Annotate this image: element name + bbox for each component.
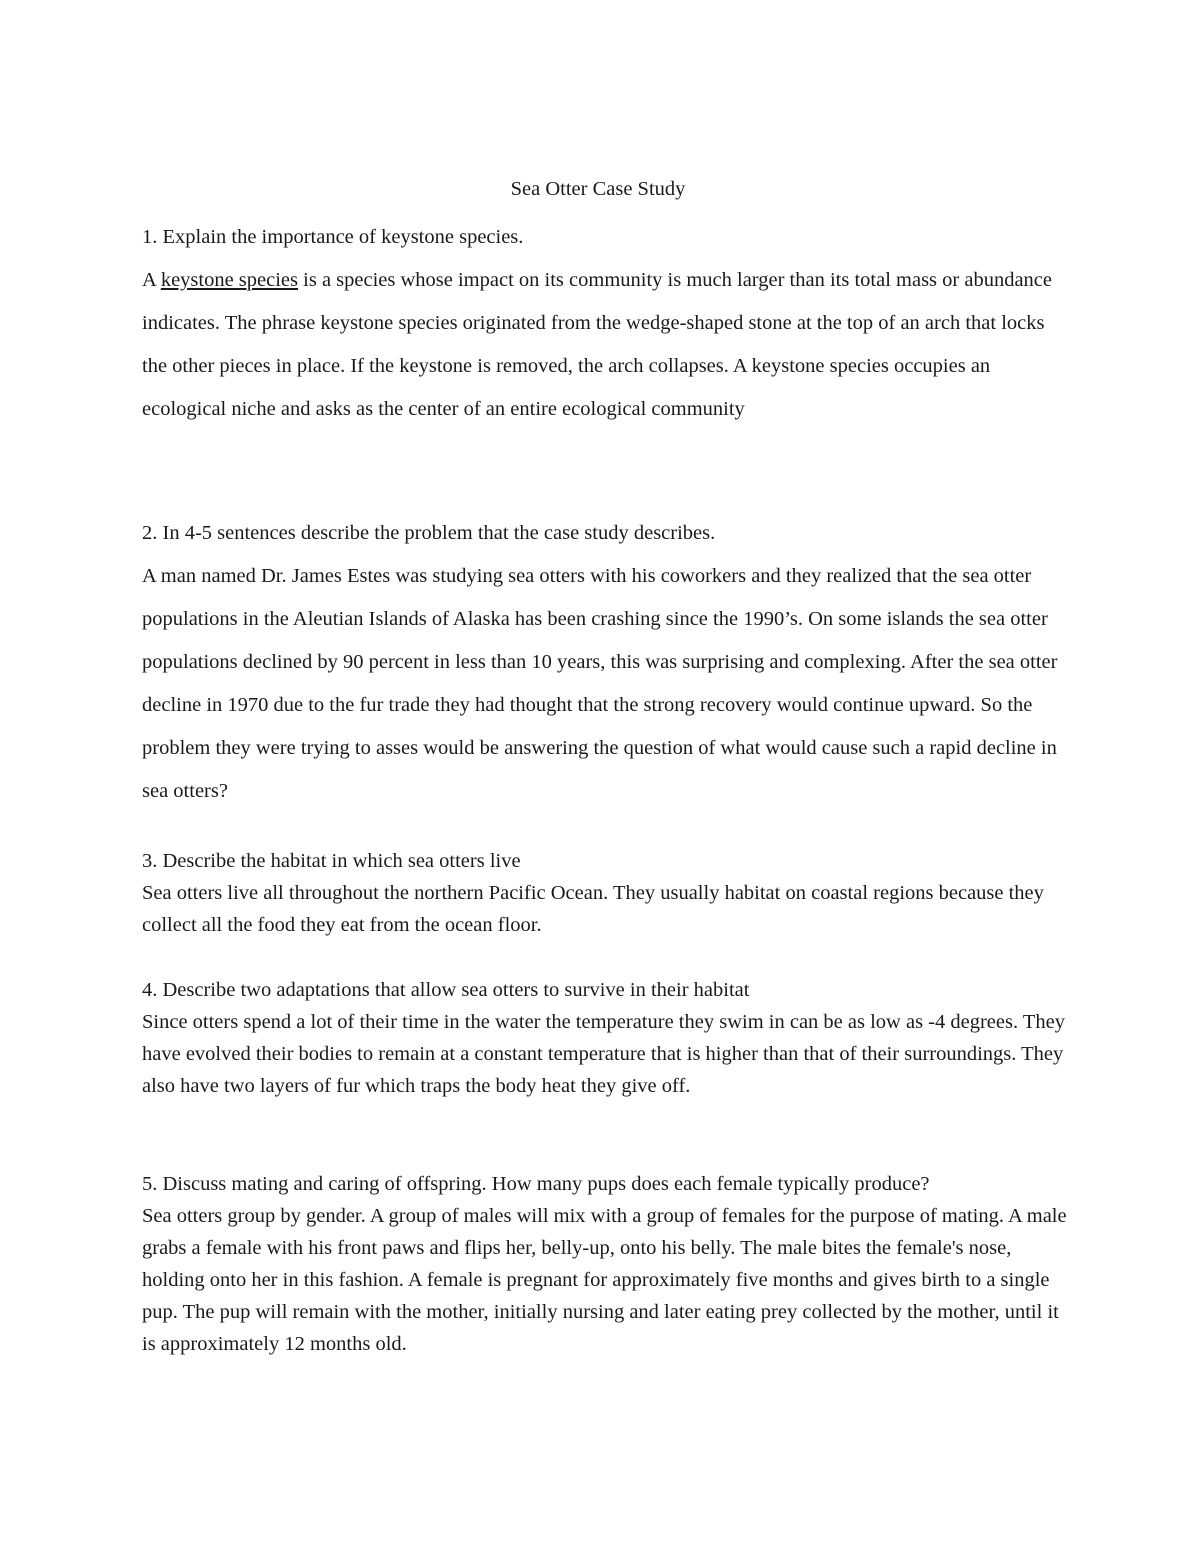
keystone-species-term: keystone species xyxy=(160,269,299,291)
question-5-section xyxy=(142,1168,1072,1360)
question-4-section xyxy=(142,974,1072,1102)
document-title: Sea Otter Case Study xyxy=(510,178,686,200)
question-4: 4. Describe two adaptations that allow sea otters to survive in their habitat xyxy=(142,979,750,1001)
question-1-section xyxy=(142,216,1072,431)
question-3-section xyxy=(142,845,1072,941)
answer-3: Sea otters live all throughout the northern Pacific Ocean. They usually habitat on coastal regions because they collect all the food they eat from the ocean floor. xyxy=(142,882,1044,936)
answer-2: A man named Dr. James Estes was studying sea otters with his coworkers and they realized that the sea otter populations in the Aleutian Islands of Alaska has been crashing since the 1990’s. On some islands the sea otter populations declined by 90 percent in less than 10 years, this was surprising and complexing. After the sea otter decline in 1970 due to the fur trade they had thought that the strong recovery would continue upward. So the problem they were trying to asses would be answering the question of what would cause such a rapid decline in sea otters? xyxy=(142,565,1058,802)
question-2-section xyxy=(142,512,1072,813)
answer-1-rest: is a species whose impact on its community is much larger than its total mass or abundance indicates. The phrase keystone species originated from the wedge-shaped stone at the top of an arch that locks the other pieces in place. If the keystone is removed, the arch collapses. A keystone species occupies an ecological niche and asks as the center of an entire ecological community xyxy=(142,269,1052,420)
question-3: 3. Describe the habitat in which sea otters live xyxy=(142,850,521,872)
answer-1-lead: A xyxy=(142,269,161,291)
answer-4: Since otters spend a lot of their time in the water the temperature they swim in can be as low as -4 degrees. They have evolved their bodies to remain at a constant temperature that is higher than that of their surroundings. They also have two layers of fur which traps the body heat they give off. xyxy=(142,1011,1065,1097)
question-2: 2. In 4-5 sentences describe the problem that the case study describes. xyxy=(142,522,716,544)
answer-5: Sea otters group by gender. A group of males will mix with a group of females for the purpose of mating. A male grabs a female with his front paws and flips her, belly-up, onto his belly. The male bites the female's nose, holding onto her in this fashion. A female is pregnant for approximately five months and gives birth to a single pup. The pup will remain with the mother, initially nursing and later eating prey collected by the mother, until it is approximately 12 months old. xyxy=(142,1205,1067,1355)
question-5: 5. Discuss mating and caring of offspring. How many pups does each female typically produce? xyxy=(142,1173,930,1195)
question-1: 1. Explain the importance of keystone species. xyxy=(142,226,524,248)
answer-1 xyxy=(142,259,1072,431)
